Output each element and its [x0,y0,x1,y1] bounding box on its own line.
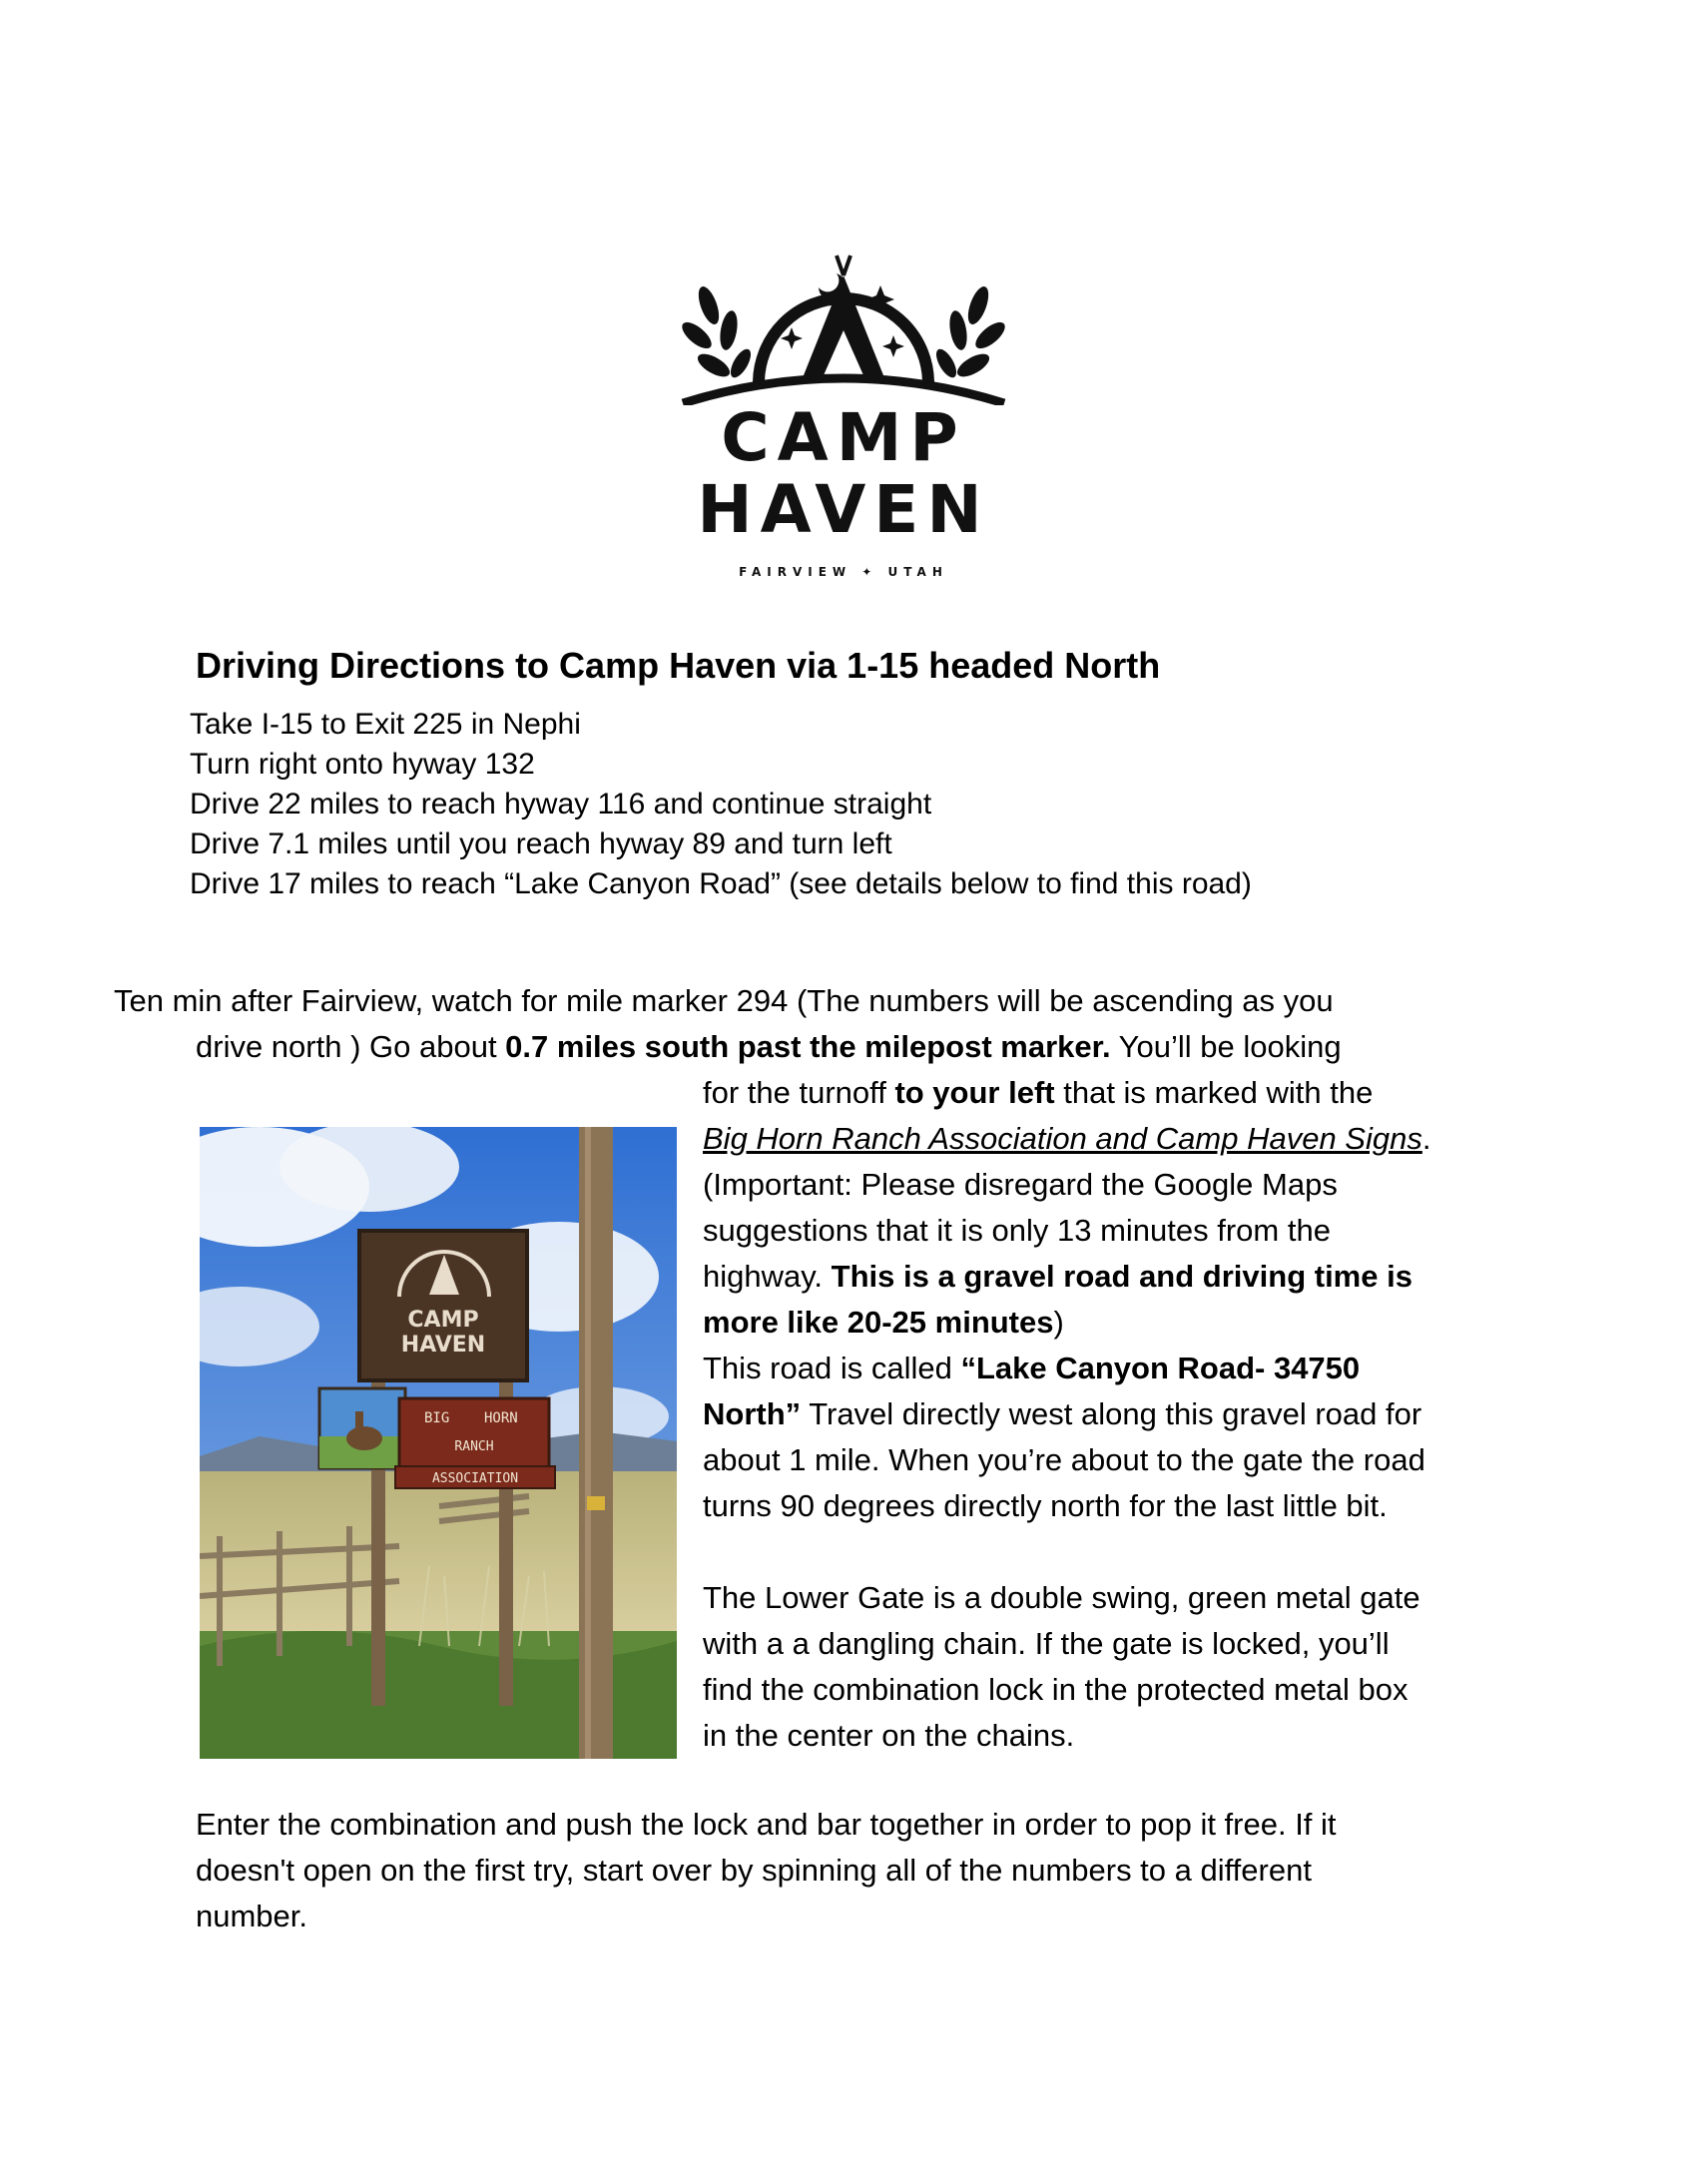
text-span: This road is called [703,1351,961,1385]
entrance-signs-photo [200,1127,677,1759]
text-line: (Important: Please disregard the Google Maps [703,1167,1338,1202]
text-line: about 1 mile. When you’re about to the gate the road [703,1442,1425,1477]
text-line: The Lower Gate is a double swing, green metal gate [703,1580,1420,1615]
text-line: find the combination lock in the protected metal box [703,1672,1409,1707]
text-line: suggestions that it is only 13 minutes from the [703,1213,1331,1248]
logo-haven-text: HAVEN [697,471,990,548]
sign-ranch-text: RANCH [454,1439,494,1454]
text-span: highway. [703,1259,832,1294]
logo-subtitle: FAIRVIEW ✦ UTAH [739,565,948,579]
bold-span: to your left [894,1075,1055,1110]
bold-span: This is a gravel road and driving time is [831,1259,1412,1294]
text-line [703,1116,1430,1162]
text-line: Enter the combination and push the lock and bar together in order to pop it free. If it [196,1807,1337,1842]
text-span: ) [1053,1305,1064,1340]
logo-camp-text: CAMP [721,399,966,476]
intro-line-2 [196,1024,1342,1070]
intro-text: drive north ) Go about [196,1029,506,1064]
bold-span: “Lake Canyon Road- 34750 [960,1351,1361,1385]
sign-haven-text: HAVEN [400,1333,486,1358]
text-line [703,1346,1360,1391]
text-line: turns 90 degrees directly north for the last little bit. [703,1488,1388,1523]
direction-step: Turn right onto hyway 132 [190,748,535,781]
text-span: . [1421,1121,1431,1156]
direction-step: Drive 22 miles to reach hyway 116 and continue straight [190,788,932,820]
text-span: Travel directly west along this gravel road for [801,1396,1422,1431]
sign-camp-text: CAMP [407,1308,479,1333]
direction-step: Take I-15 to Exit 225 in Nephi [190,708,581,741]
text-line [703,1300,1064,1346]
text-line: with a a dangling chain. If the gate is locked, you’ll [703,1626,1390,1661]
bold-span: North” [703,1396,802,1431]
tent-emblem-icon [679,236,1008,405]
text-line [703,1391,1421,1437]
text-line: number. [196,1899,308,1933]
sign-horn-text: HORN [484,1410,518,1426]
camp-haven-logo [679,236,1008,585]
text-line [703,1254,1412,1300]
page-title: Driving Directions to Camp Haven via 1-15 headed North [196,645,1161,686]
text-line: doesn't open on the first try, start over by spinning all of the numbers to a different [196,1853,1312,1888]
intro-bold: 0.7 miles south past the milepost marker. [505,1029,1111,1064]
text-span: for the turnoff [703,1075,895,1110]
intro-line-1: Ten min after Fairview, watch for mile marker 294 (The numbers will be ascending as you [114,983,1334,1018]
intro-text: You’ll be looking [1110,1029,1342,1064]
bold-span: more like 20-25 minutes [703,1305,1054,1340]
text-line [703,1070,1373,1116]
text-span: that is marked with the [1054,1075,1374,1110]
text-line: in the center on the chains. [703,1718,1075,1753]
sign-association-text: ASSOCIATION [431,1471,519,1486]
direction-step: Drive 7.1 miles until you reach hyway 89 and turn left [190,827,892,860]
signs-link-text: Big Horn Ranch Association and Camp Haven Signs [703,1121,1422,1156]
sign-big-text: BIG [424,1410,450,1426]
direction-step: Drive 17 miles to reach “Lake Canyon Road” (see details below to find this road) [190,867,1252,900]
